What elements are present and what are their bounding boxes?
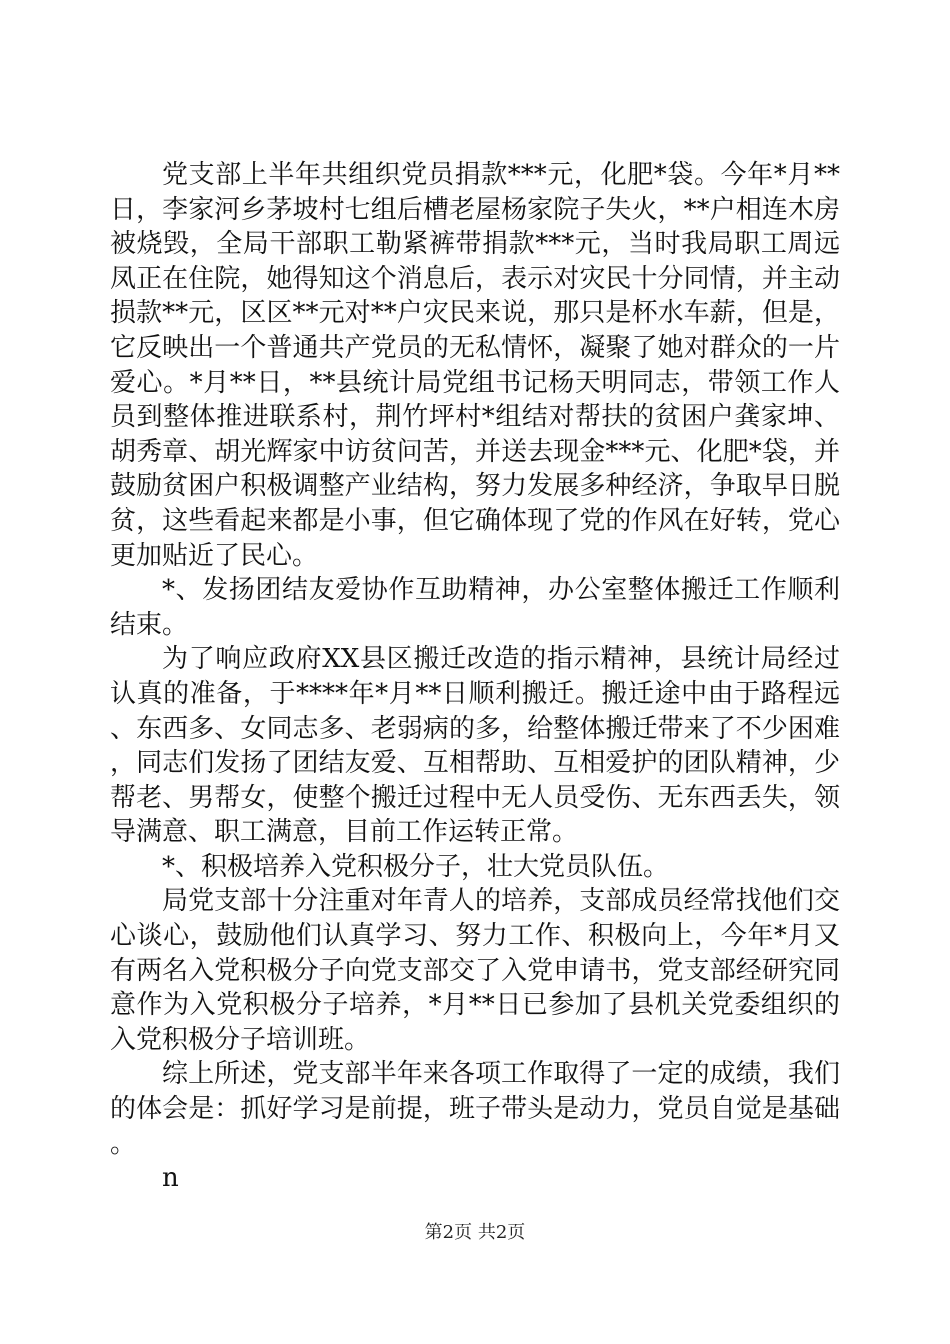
paragraph-party-activists: 局党支部十分注重对年青人的培养，支部成员经常找他们交心谈心，鼓励他们认真学习、努力工作、积极向上，今年*月又有两名入党积极分子向党支部交了入党申请书，党支部经研究同意作为入党积极分子培养，*月**日已参加了县机关党委组织的入党积极分子培训班。 [110,886,840,1055]
paragraph-trailing-char: n [162,1163,179,1194]
section-heading-relocation: *、发扬团结友爱协作互助精神，办公室整体搬迁工作顺利结束。 [110,575,840,640]
document-body [110,158,840,1196]
section-heading-party-activists: *、积极培养入党积极分子，壮大党员队伍。 [162,851,670,882]
paragraph-donations: 党支部上半年共组织党员捐款***元，化肥*袋。今年*月**日，李家河乡茅坡村七组后槽老屋杨家院子失火，**户相连木房被烧毁，全局干部职工勒紧裤带捐款***元，当时我局职工周远凤正在住院，她得知这个消息后，表示对灾民十分同情，并主动损款**元，区区**元对**户灾民来说，那只是杯水车薪，但是，它反映出一个普通共产党员的无私情怀，凝聚了她对群众的一片爱心。*月**日，**县统计局党组书记杨天明同志，带领工作人员到整体推进联系村，荆竹坪村*组结对帮扶的贫困户龚家坤、胡秀章、胡光辉家中访贫问苦，并送去现金***元、化肥*袋，并鼓励贫困户积极调整产业结构，努力发展多种经济，争取早日脱贫，这些看起来都是小事，但它确体现了党的作风在好转，党心更加贴近了民心。 [110,160,840,571]
page-number-footer: 第2页 共2页 [424,1222,526,1243]
paragraph-relocation: 为了响应政府XX县区搬迁改造的指示精神，县统计局经过认真的准备，于****年*月**日顺利搬迁。搬迁途中由于路程远、东西多、女同志多、老弱病的多，给整体搬迁带来了不少困难，同志们发扬了团结友爱、互相帮助、互相爱护的团队精神，少帮老、男帮女，使整个搬迁过程中无人员受伤、无东西丢失，领导满意、职工满意，目前工作运转正常。 [110,644,840,848]
paragraph-summary: 综上所述，党支部半年来各项工作取得了一定的成绩，我们的体会是：抓好学习是前提，班子带头是动力，党员自觉是基础。 [110,1059,840,1159]
